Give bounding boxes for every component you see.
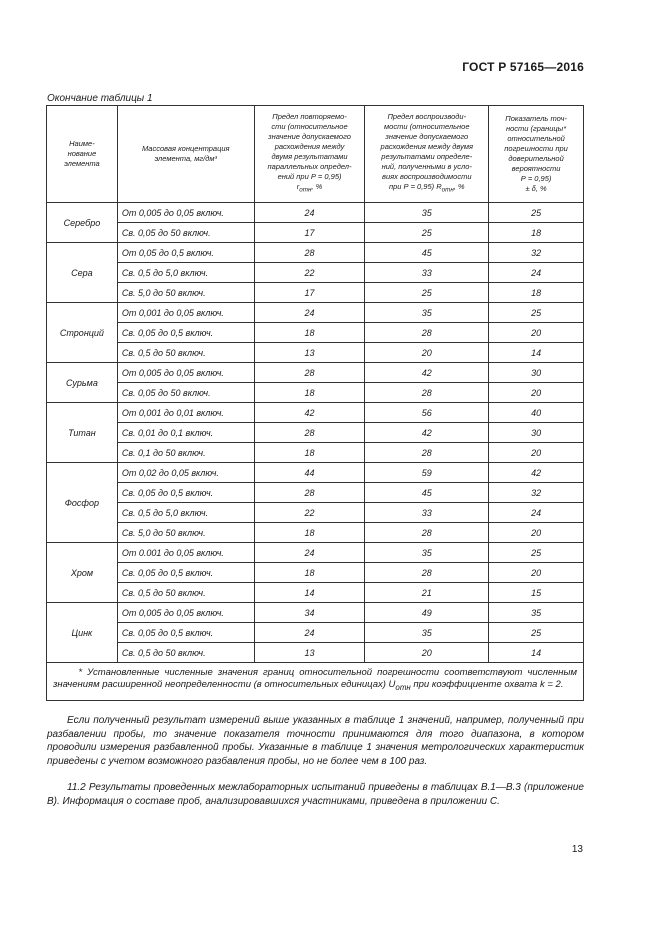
table-footnote: * Установленные численные значения границ относительной погрешности соответствуют численным значениям расширенной неопределенности (в относительных единицах) $U_{отн}$ при коэффициенте охвата k = 2.: [47, 663, 584, 701]
table-row: [47, 283, 584, 303]
accuracy-cell: 20: [489, 523, 584, 543]
reproducibility-cell: 33: [365, 503, 489, 523]
element-name-cell: Титан: [47, 403, 118, 463]
reproducibility-cell: 42: [365, 363, 489, 383]
header-repeatability: Предел повторяемо- сти (относительное значение допускаемого расхождения между двумя результатами параллельных определ- ений при Р = 0,95) $r_{отн}$, %: [254, 106, 365, 203]
reproducibility-cell: 35: [365, 303, 489, 323]
concentration-cell: Св. 0,5 до 50 включ.: [117, 583, 254, 603]
element-name-cell: Цинк: [47, 603, 118, 663]
accuracy-cell: 32: [489, 243, 584, 263]
reproducibility-cell: 35: [365, 203, 489, 223]
repeatability-cell: 24: [254, 203, 365, 223]
accuracy-cell: 15: [489, 583, 584, 603]
table-row: [47, 603, 584, 623]
table-row: [47, 203, 584, 223]
accuracy-cell: 20: [489, 443, 584, 463]
repeatability-cell: 18: [254, 383, 365, 403]
reproducibility-cell: 20: [365, 643, 489, 663]
table-row: [47, 523, 584, 543]
concentration-cell: От 0,005 до 0,05 включ.: [117, 203, 254, 223]
element-name-cell: Стронций: [47, 303, 118, 363]
element-name-cell: Фосфор: [47, 463, 118, 543]
concentration-cell: Св. 5,0 до 50 включ.: [117, 523, 254, 543]
reproducibility-cell: 28: [365, 323, 489, 343]
accuracy-cell: 24: [489, 503, 584, 523]
concentration-cell: От 0,02 до 0,05 включ.: [117, 463, 254, 483]
header-accuracy: Показатель точ- ности (границы* относительной погрешности при доверительной вероятности Р = 0,95) ± δ, %: [489, 106, 584, 203]
accuracy-cell: 25: [489, 543, 584, 563]
accuracy-cell: 18: [489, 223, 584, 243]
reproducibility-cell: 35: [365, 543, 489, 563]
concentration-cell: Св. 0,1 до 50 включ.: [117, 443, 254, 463]
accuracy-cell: 14: [489, 343, 584, 363]
repeatability-cell: 18: [254, 323, 365, 343]
concentration-cell: Св. 0,05 до 0,5 включ.: [117, 563, 254, 583]
reproducibility-cell: 49: [365, 603, 489, 623]
table-row: [47, 443, 584, 463]
table-row: [47, 623, 584, 643]
repeatability-cell: 24: [254, 623, 365, 643]
concentration-cell: От 0,05 до 0,5 включ.: [117, 243, 254, 263]
reproducibility-cell: 45: [365, 483, 489, 503]
repeatability-cell: 24: [254, 543, 365, 563]
metrology-table: [46, 105, 584, 701]
repeatability-cell: 18: [254, 563, 365, 583]
accuracy-cell: 32: [489, 483, 584, 503]
reproducibility-cell: 25: [365, 283, 489, 303]
table-row: [47, 403, 584, 423]
table-row: [47, 263, 584, 283]
header-element: Наиме- нование элемента: [47, 106, 118, 203]
repeatability-cell: 28: [254, 363, 365, 383]
table-header-row: [47, 106, 584, 203]
concentration-cell: От 0.001 до 0,05 включ.: [117, 543, 254, 563]
paragraph-11-2: 11.2 Результаты проведенных межлабораторных испытаний приведены в таблицах В.1—В.3 (приложение В). Информация о составе проб, анализировавшихся участниками, приведена в приложении С.: [47, 782, 584, 807]
accuracy-cell: 20: [489, 563, 584, 583]
reproducibility-cell: 21: [365, 583, 489, 603]
element-name-cell: Серебро: [47, 203, 118, 243]
reproducibility-cell: 28: [365, 523, 489, 543]
reproducibility-cell: 56: [365, 403, 489, 423]
table-row: [47, 483, 584, 503]
repeatability-cell: 18: [254, 523, 365, 543]
document-code: ГОСТ Р 57165—2016: [462, 60, 584, 74]
repeatability-cell: 13: [254, 343, 365, 363]
concentration-cell: Св. 0,05 до 50 включ.: [117, 223, 254, 243]
accuracy-cell: 40: [489, 403, 584, 423]
repeatability-cell: 22: [254, 263, 365, 283]
repeatability-cell: 17: [254, 223, 365, 243]
accuracy-cell: 25: [489, 623, 584, 643]
repeatability-cell: 13: [254, 643, 365, 663]
table-row: [47, 223, 584, 243]
table-row: [47, 463, 584, 483]
table-row: [47, 543, 584, 563]
table-row: [47, 323, 584, 343]
concentration-cell: Св. 0,5 до 5,0 включ.: [117, 263, 254, 283]
repeatability-cell: 18: [254, 443, 365, 463]
concentration-cell: Св. 5,0 до 50 включ.: [117, 283, 254, 303]
reproducibility-cell: 42: [365, 423, 489, 443]
accuracy-cell: 30: [489, 423, 584, 443]
concentration-cell: Св. 0,05 до 0,5 включ.: [117, 323, 254, 343]
table-row: [47, 563, 584, 583]
accuracy-cell: 35: [489, 603, 584, 623]
repeatability-cell: 14: [254, 583, 365, 603]
accuracy-cell: 18: [489, 283, 584, 303]
reproducibility-cell: 20: [365, 343, 489, 363]
table-row: [47, 383, 584, 403]
concentration-cell: Св. 0,5 до 5,0 включ.: [117, 503, 254, 523]
reproducibility-cell: 33: [365, 263, 489, 283]
concentration-cell: От 0,001 до 0,01 включ.: [117, 403, 254, 423]
accuracy-cell: 20: [489, 323, 584, 343]
page-number: 13: [571, 844, 583, 855]
repeatability-cell: 17: [254, 283, 365, 303]
repeatability-cell: 28: [254, 243, 365, 263]
table-row: [47, 583, 584, 603]
reproducibility-cell: 45: [365, 243, 489, 263]
accuracy-cell: 25: [489, 203, 584, 223]
concentration-cell: От 0,001 до 0,05 включ.: [117, 303, 254, 323]
table-row: [47, 303, 584, 323]
reproducibility-cell: 28: [365, 563, 489, 583]
paragraph-dilution: Если полученный результат измерений выше указанных в таблице 1 значений, например, полученный при разбавлении пробы, то значение показателя точности принимаются для того диапазона, в котором проводили измерения разбавленной пробы. Указанные в таблице 1 значения метрологических характеристик приведены с учетом возможного разбавления пробы, но не более чем в 100 раз.: [47, 715, 584, 767]
concentration-cell: Св. 0,01 до 0,1 включ.: [117, 423, 254, 443]
concentration-cell: Св. 0,05 до 0,5 включ.: [117, 623, 254, 643]
accuracy-cell: 20: [489, 383, 584, 403]
header-reproducibility: Предел воспроизводи- мости (относительное значение допускаемого расхождения между двумя результатами определе- ний, полученными в усло- виях воспроизводимости при Р = 0,95) $R_{отн}$, %: [365, 106, 489, 203]
repeatability-cell: 28: [254, 483, 365, 503]
concentration-cell: Св. 0,5 до 50 включ.: [117, 343, 254, 363]
reproducibility-cell: 59: [365, 463, 489, 483]
table-row: [47, 423, 584, 443]
repeatability-cell: 28: [254, 423, 365, 443]
table-row: [47, 243, 584, 263]
accuracy-cell: 14: [489, 643, 584, 663]
table-row: [47, 503, 584, 523]
concentration-cell: Св. 0,05 до 0,5 включ.: [117, 483, 254, 503]
footnote-row: [47, 663, 584, 701]
table-caption: Окончание таблицы 1: [47, 93, 153, 104]
table-body: [47, 203, 584, 701]
reproducibility-cell: 35: [365, 623, 489, 643]
repeatability-cell: 44: [254, 463, 365, 483]
table-row: [47, 363, 584, 383]
repeatability-cell: 24: [254, 303, 365, 323]
concentration-cell: От 0,005 до 0,05 включ.: [117, 603, 254, 623]
table-row: [47, 343, 584, 363]
element-name-cell: Сера: [47, 243, 118, 303]
accuracy-cell: 25: [489, 303, 584, 323]
table-row: [47, 643, 584, 663]
repeatability-cell: 34: [254, 603, 365, 623]
element-name-cell: Хром: [47, 543, 118, 603]
concentration-cell: Св. 0,5 до 50 включ.: [117, 643, 254, 663]
reproducibility-cell: 28: [365, 383, 489, 403]
reproducibility-cell: 25: [365, 223, 489, 243]
accuracy-cell: 42: [489, 463, 584, 483]
header-concentration: Массовая концентрация элемента, мг/дм³: [117, 106, 254, 203]
accuracy-cell: 30: [489, 363, 584, 383]
repeatability-cell: 42: [254, 403, 365, 423]
concentration-cell: Св. 0,05 до 50 включ.: [117, 383, 254, 403]
element-name-cell: Сурьма: [47, 363, 118, 403]
reproducibility-cell: 28: [365, 443, 489, 463]
accuracy-cell: 24: [489, 263, 584, 283]
repeatability-cell: 22: [254, 503, 365, 523]
concentration-cell: От 0,005 до 0,05 включ.: [117, 363, 254, 383]
